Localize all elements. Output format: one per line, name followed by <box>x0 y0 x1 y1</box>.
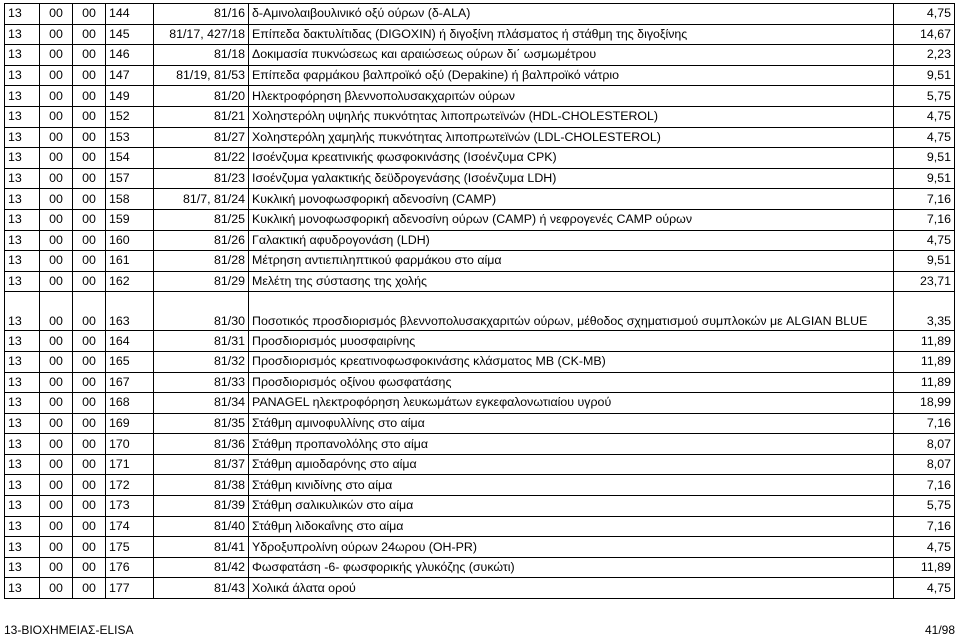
cell-item-code: 147 <box>106 65 154 86</box>
cell-description: Προσδιορισμός κρεατινοφωσφοκινάσης κλάσματος MB (CK-MB) <box>249 351 894 372</box>
cell-subsubgroup-code: 00 <box>73 578 106 599</box>
cell-description: Στάθμη αμιοδαρόνης στο αίμα <box>249 454 894 475</box>
cell-subgroup-code: 00 <box>40 127 73 148</box>
cell-subsubgroup-code: 00 <box>73 496 106 517</box>
table-row <box>5 434 955 455</box>
cell-item-code: 173 <box>106 496 154 517</box>
cell-subsubgroup-code: 00 <box>73 393 106 414</box>
cell-subgroup-code: 00 <box>40 24 73 45</box>
cell-price: 7,16 <box>894 209 955 230</box>
table-row <box>5 351 955 372</box>
cell-reference: 81/27 <box>154 127 249 148</box>
cell-item-code: 157 <box>106 168 154 189</box>
cell-reference: 81/23 <box>154 168 249 189</box>
cell-subsubgroup-code: 00 <box>73 127 106 148</box>
cell-subsubgroup-code: 00 <box>73 4 106 25</box>
cell-subgroup-code: 00 <box>40 4 73 25</box>
cell-price: 18,99 <box>894 393 955 414</box>
cell-reference: 81/21 <box>154 106 249 127</box>
cell-reference: 81/26 <box>154 230 249 251</box>
cell-subgroup-code: 00 <box>40 292 73 331</box>
cell-item-code: 152 <box>106 106 154 127</box>
cell-item-code: 164 <box>106 331 154 352</box>
cell-price: 4,75 <box>894 537 955 558</box>
cell-description: Ηλεκτροφόρηση βλεννοπολυσακχαριτών ούρων <box>249 86 894 107</box>
cell-subgroup-code: 00 <box>40 516 73 537</box>
cell-subsubgroup-code: 00 <box>73 189 106 210</box>
price-table-body <box>5 4 955 599</box>
cell-price: 4,75 <box>894 578 955 599</box>
cell-subsubgroup-code: 00 <box>73 516 106 537</box>
cell-description: Στάθμη προπανολόλης στο αίμα <box>249 434 894 455</box>
cell-subgroup-code: 00 <box>40 106 73 127</box>
table-row <box>5 4 955 25</box>
cell-subsubgroup-code: 00 <box>73 475 106 496</box>
cell-group-code: 13 <box>5 331 40 352</box>
cell-subsubgroup-code: 00 <box>73 45 106 66</box>
cell-group-code: 13 <box>5 24 40 45</box>
cell-item-code: 161 <box>106 251 154 272</box>
cell-price: 9,51 <box>894 148 955 169</box>
cell-reference: 81/32 <box>154 351 249 372</box>
cell-item-code: 149 <box>106 86 154 107</box>
cell-description: Χοληστερόλη χαμηλής πυκνότητας λιποπρωτεϊνών (LDL-CHOLESTEROL) <box>249 127 894 148</box>
table-row <box>5 393 955 414</box>
cell-description: Προσδιορισμός οξίνου φωσφατάσης <box>249 372 894 393</box>
cell-description: Μέτρηση αντιεπιληπτικού φαρμάκου στο αίμα <box>249 251 894 272</box>
cell-description: Κυκλική μονοφωσφορική αδενοσίνη (CAMP) <box>249 189 894 210</box>
cell-description: Ισοένζυμα γαλακτικής δεϋδρογενάσης (Ισοένζυμα LDH) <box>249 168 894 189</box>
cell-price: 11,89 <box>894 331 955 352</box>
cell-item-code: 171 <box>106 454 154 475</box>
cell-price: 5,75 <box>894 86 955 107</box>
cell-item-code: 174 <box>106 516 154 537</box>
cell-subsubgroup-code: 00 <box>73 372 106 393</box>
cell-item-code: 158 <box>106 189 154 210</box>
cell-group-code: 13 <box>5 106 40 127</box>
table-row <box>5 372 955 393</box>
cell-description: Γαλακτική αφυδρογονάση (LDH) <box>249 230 894 251</box>
cell-price: 7,16 <box>894 413 955 434</box>
cell-subgroup-code: 00 <box>40 537 73 558</box>
cell-group-code: 13 <box>5 65 40 86</box>
cell-item-code: 162 <box>106 271 154 292</box>
cell-price: 14,67 <box>894 24 955 45</box>
table-row <box>5 537 955 558</box>
cell-subsubgroup-code: 00 <box>73 292 106 331</box>
table-row <box>5 578 955 599</box>
cell-item-code: 167 <box>106 372 154 393</box>
cell-group-code: 13 <box>5 434 40 455</box>
cell-group-code: 13 <box>5 292 40 331</box>
table-row <box>5 413 955 434</box>
cell-item-code: 163 <box>106 292 154 331</box>
table-row <box>5 516 955 537</box>
cell-description: δ-Αμινολαιβουλινικό οξύ ούρων (δ-ALA) <box>249 4 894 25</box>
cell-subgroup-code: 00 <box>40 209 73 230</box>
cell-item-code: 144 <box>106 4 154 25</box>
cell-reference: 81/7, 81/24 <box>154 189 249 210</box>
cell-reference: 81/33 <box>154 372 249 393</box>
cell-reference: 81/31 <box>154 331 249 352</box>
cell-subgroup-code: 00 <box>40 413 73 434</box>
table-row <box>5 168 955 189</box>
cell-group-code: 13 <box>5 168 40 189</box>
cell-subsubgroup-code: 00 <box>73 434 106 455</box>
table-row <box>5 24 955 45</box>
cell-subsubgroup-code: 00 <box>73 230 106 251</box>
cell-subgroup-code: 00 <box>40 393 73 414</box>
cell-group-code: 13 <box>5 454 40 475</box>
cell-group-code: 13 <box>5 4 40 25</box>
cell-subsubgroup-code: 00 <box>73 413 106 434</box>
cell-reference: 81/40 <box>154 516 249 537</box>
cell-subsubgroup-code: 00 <box>73 24 106 45</box>
cell-reference: 81/41 <box>154 537 249 558</box>
cell-item-code: 165 <box>106 351 154 372</box>
cell-reference: 81/17, 427/18 <box>154 24 249 45</box>
cell-reference: 81/34 <box>154 393 249 414</box>
table-row <box>5 127 955 148</box>
cell-subsubgroup-code: 00 <box>73 209 106 230</box>
cell-description: Επίπεδα δακτυλίτιδας (DIGOXIN) ή διγοξίνη πλάσματος ή στάθμη της διγοξίνης <box>249 24 894 45</box>
cell-reference: 81/20 <box>154 86 249 107</box>
cell-item-code: 170 <box>106 434 154 455</box>
cell-item-code: 159 <box>106 209 154 230</box>
cell-description: Κυκλική μονοφωσφορική αδενοσίνη ούρων (CAMP) ή νεφρογενές CAMP ούρων <box>249 209 894 230</box>
cell-price: 7,16 <box>894 475 955 496</box>
cell-item-code: 176 <box>106 557 154 578</box>
cell-item-code: 169 <box>106 413 154 434</box>
cell-price: 9,51 <box>894 251 955 272</box>
cell-price: 11,89 <box>894 372 955 393</box>
cell-group-code: 13 <box>5 209 40 230</box>
cell-subgroup-code: 00 <box>40 230 73 251</box>
cell-description: Προσδιορισμός μυοσφαιρίνης <box>249 331 894 352</box>
cell-group-code: 13 <box>5 45 40 66</box>
cell-item-code: 177 <box>106 578 154 599</box>
cell-price: 7,16 <box>894 516 955 537</box>
cell-description: Χολικά άλατα ορού <box>249 578 894 599</box>
cell-item-code: 172 <box>106 475 154 496</box>
cell-group-code: 13 <box>5 189 40 210</box>
cell-price: 8,07 <box>894 434 955 455</box>
table-row <box>5 331 955 352</box>
cell-group-code: 13 <box>5 271 40 292</box>
cell-subsubgroup-code: 00 <box>73 65 106 86</box>
cell-price: 23,71 <box>894 271 955 292</box>
cell-description: Επίπεδα φαρμάκου βαλπροϊκό οξύ (Depakine) ή βαλπροϊκό νάτριο <box>249 65 894 86</box>
cell-group-code: 13 <box>5 86 40 107</box>
cell-description: Ισοένζυμα κρεατινικής φωσφοκινάσης (Ισοένζυμα CPK) <box>249 148 894 169</box>
cell-reference: 81/25 <box>154 209 249 230</box>
cell-subgroup-code: 00 <box>40 168 73 189</box>
cell-description: Στάθμη λιδοκαΐνης στο αίμα <box>249 516 894 537</box>
footer-page-number: 41/98 <box>924 623 955 637</box>
cell-price: 11,89 <box>894 351 955 372</box>
cell-group-code: 13 <box>5 230 40 251</box>
cell-group-code: 13 <box>5 496 40 517</box>
cell-item-code: 153 <box>106 127 154 148</box>
page-footer <box>4 623 955 637</box>
cell-subgroup-code: 00 <box>40 351 73 372</box>
cell-description: Στάθμη αμινοφυλλίνης στο αίμα <box>249 413 894 434</box>
cell-subsubgroup-code: 00 <box>73 537 106 558</box>
cell-subgroup-code: 00 <box>40 331 73 352</box>
footer-section-label: 13-ΒΙΟΧΗΜΕΙΑΣ-ELISA <box>4 623 134 637</box>
cell-description: Στάθμη κινιδίνης στο αίμα <box>249 475 894 496</box>
cell-group-code: 13 <box>5 251 40 272</box>
cell-price: 4,75 <box>894 127 955 148</box>
table-row <box>5 86 955 107</box>
cell-reference: 81/36 <box>154 434 249 455</box>
cell-item-code: 146 <box>106 45 154 66</box>
cell-price: 4,75 <box>894 4 955 25</box>
cell-subgroup-code: 00 <box>40 372 73 393</box>
cell-description: PANAGEL ηλεκτροφόρηση λευκωμάτων εγκεφαλονωτιαίου υγρού <box>249 393 894 414</box>
cell-subsubgroup-code: 00 <box>73 86 106 107</box>
cell-subgroup-code: 00 <box>40 454 73 475</box>
cell-subgroup-code: 00 <box>40 271 73 292</box>
cell-price: 9,51 <box>894 168 955 189</box>
cell-subgroup-code: 00 <box>40 86 73 107</box>
cell-subgroup-code: 00 <box>40 557 73 578</box>
cell-reference: 81/22 <box>154 148 249 169</box>
cell-subgroup-code: 00 <box>40 496 73 517</box>
cell-subgroup-code: 00 <box>40 475 73 496</box>
cell-group-code: 13 <box>5 557 40 578</box>
table-row <box>5 557 955 578</box>
cell-reference: 81/42 <box>154 557 249 578</box>
table-row <box>5 251 955 272</box>
cell-price: 8,07 <box>894 454 955 475</box>
cell-subsubgroup-code: 00 <box>73 106 106 127</box>
table-row <box>5 45 955 66</box>
cell-reference: 81/43 <box>154 578 249 599</box>
cell-subgroup-code: 00 <box>40 578 73 599</box>
cell-group-code: 13 <box>5 372 40 393</box>
table-row <box>5 106 955 127</box>
cell-reference: 81/16 <box>154 4 249 25</box>
cell-reference: 81/18 <box>154 45 249 66</box>
table-row <box>5 148 955 169</box>
cell-group-code: 13 <box>5 413 40 434</box>
cell-reference: 81/28 <box>154 251 249 272</box>
cell-item-code: 175 <box>106 537 154 558</box>
cell-description: Μελέτη της σύστασης της χολής <box>249 271 894 292</box>
cell-description: Φωσφατάση -6- φωσφορικής γλυκόζης (συκώτι) <box>249 557 894 578</box>
table-row <box>5 271 955 292</box>
cell-subgroup-code: 00 <box>40 434 73 455</box>
cell-price: 3,35 <box>894 292 955 331</box>
table-row <box>5 209 955 230</box>
cell-reference: 81/19, 81/53 <box>154 65 249 86</box>
cell-price: 11,89 <box>894 557 955 578</box>
cell-group-code: 13 <box>5 537 40 558</box>
cell-subsubgroup-code: 00 <box>73 148 106 169</box>
cell-subsubgroup-code: 00 <box>73 251 106 272</box>
cell-reference: 81/37 <box>154 454 249 475</box>
cell-subsubgroup-code: 00 <box>73 351 106 372</box>
cell-reference: 81/39 <box>154 496 249 517</box>
cell-description: Στάθμη σαλικυλικών στο αίμα <box>249 496 894 517</box>
table-row <box>5 475 955 496</box>
cell-group-code: 13 <box>5 578 40 599</box>
table-row <box>5 65 955 86</box>
cell-price: 7,16 <box>894 189 955 210</box>
cell-item-code: 154 <box>106 148 154 169</box>
cell-description: Χοληστερόλη υψηλής πυκνότητας λιποπρωτεϊνών (HDL-CHOLESTEROL) <box>249 106 894 127</box>
cell-price: 4,75 <box>894 230 955 251</box>
cell-group-code: 13 <box>5 127 40 148</box>
cell-description: Υδροξυπρολίνη ούρων 24ωρου (OH-PR) <box>249 537 894 558</box>
cell-subgroup-code: 00 <box>40 189 73 210</box>
cell-subgroup-code: 00 <box>40 251 73 272</box>
cell-reference: 81/29 <box>154 271 249 292</box>
cell-price: 9,51 <box>894 65 955 86</box>
table-row <box>5 454 955 475</box>
table-row <box>5 189 955 210</box>
cell-subsubgroup-code: 00 <box>73 271 106 292</box>
cell-reference: 81/35 <box>154 413 249 434</box>
cell-group-code: 13 <box>5 516 40 537</box>
table-row <box>5 292 955 331</box>
cell-group-code: 13 <box>5 393 40 414</box>
cell-description: Δοκιμασία πυκνώσεως και αραιώσεως ούρων δι΄ ωσμωμέτρου <box>249 45 894 66</box>
cell-subsubgroup-code: 00 <box>73 331 106 352</box>
cell-subgroup-code: 00 <box>40 148 73 169</box>
cell-price: 5,75 <box>894 496 955 517</box>
price-table <box>4 3 955 599</box>
cell-reference: 81/30 <box>154 292 249 331</box>
cell-price: 2,23 <box>894 45 955 66</box>
cell-subsubgroup-code: 00 <box>73 454 106 475</box>
cell-item-code: 145 <box>106 24 154 45</box>
cell-reference: 81/38 <box>154 475 249 496</box>
cell-price: 4,75 <box>894 106 955 127</box>
cell-subgroup-code: 00 <box>40 65 73 86</box>
cell-subsubgroup-code: 00 <box>73 168 106 189</box>
cell-item-code: 168 <box>106 393 154 414</box>
cell-subsubgroup-code: 00 <box>73 557 106 578</box>
cell-group-code: 13 <box>5 475 40 496</box>
cell-description: Ποσοτικός προσδιορισμός βλεννοπολυσακχαριτών ούρων, μέθοδος σχηματισμού συμπλοκών με ALGIAN BLUE <box>249 292 894 331</box>
cell-subgroup-code: 00 <box>40 45 73 66</box>
cell-group-code: 13 <box>5 351 40 372</box>
table-row <box>5 230 955 251</box>
cell-group-code: 13 <box>5 148 40 169</box>
table-row <box>5 496 955 517</box>
cell-item-code: 160 <box>106 230 154 251</box>
